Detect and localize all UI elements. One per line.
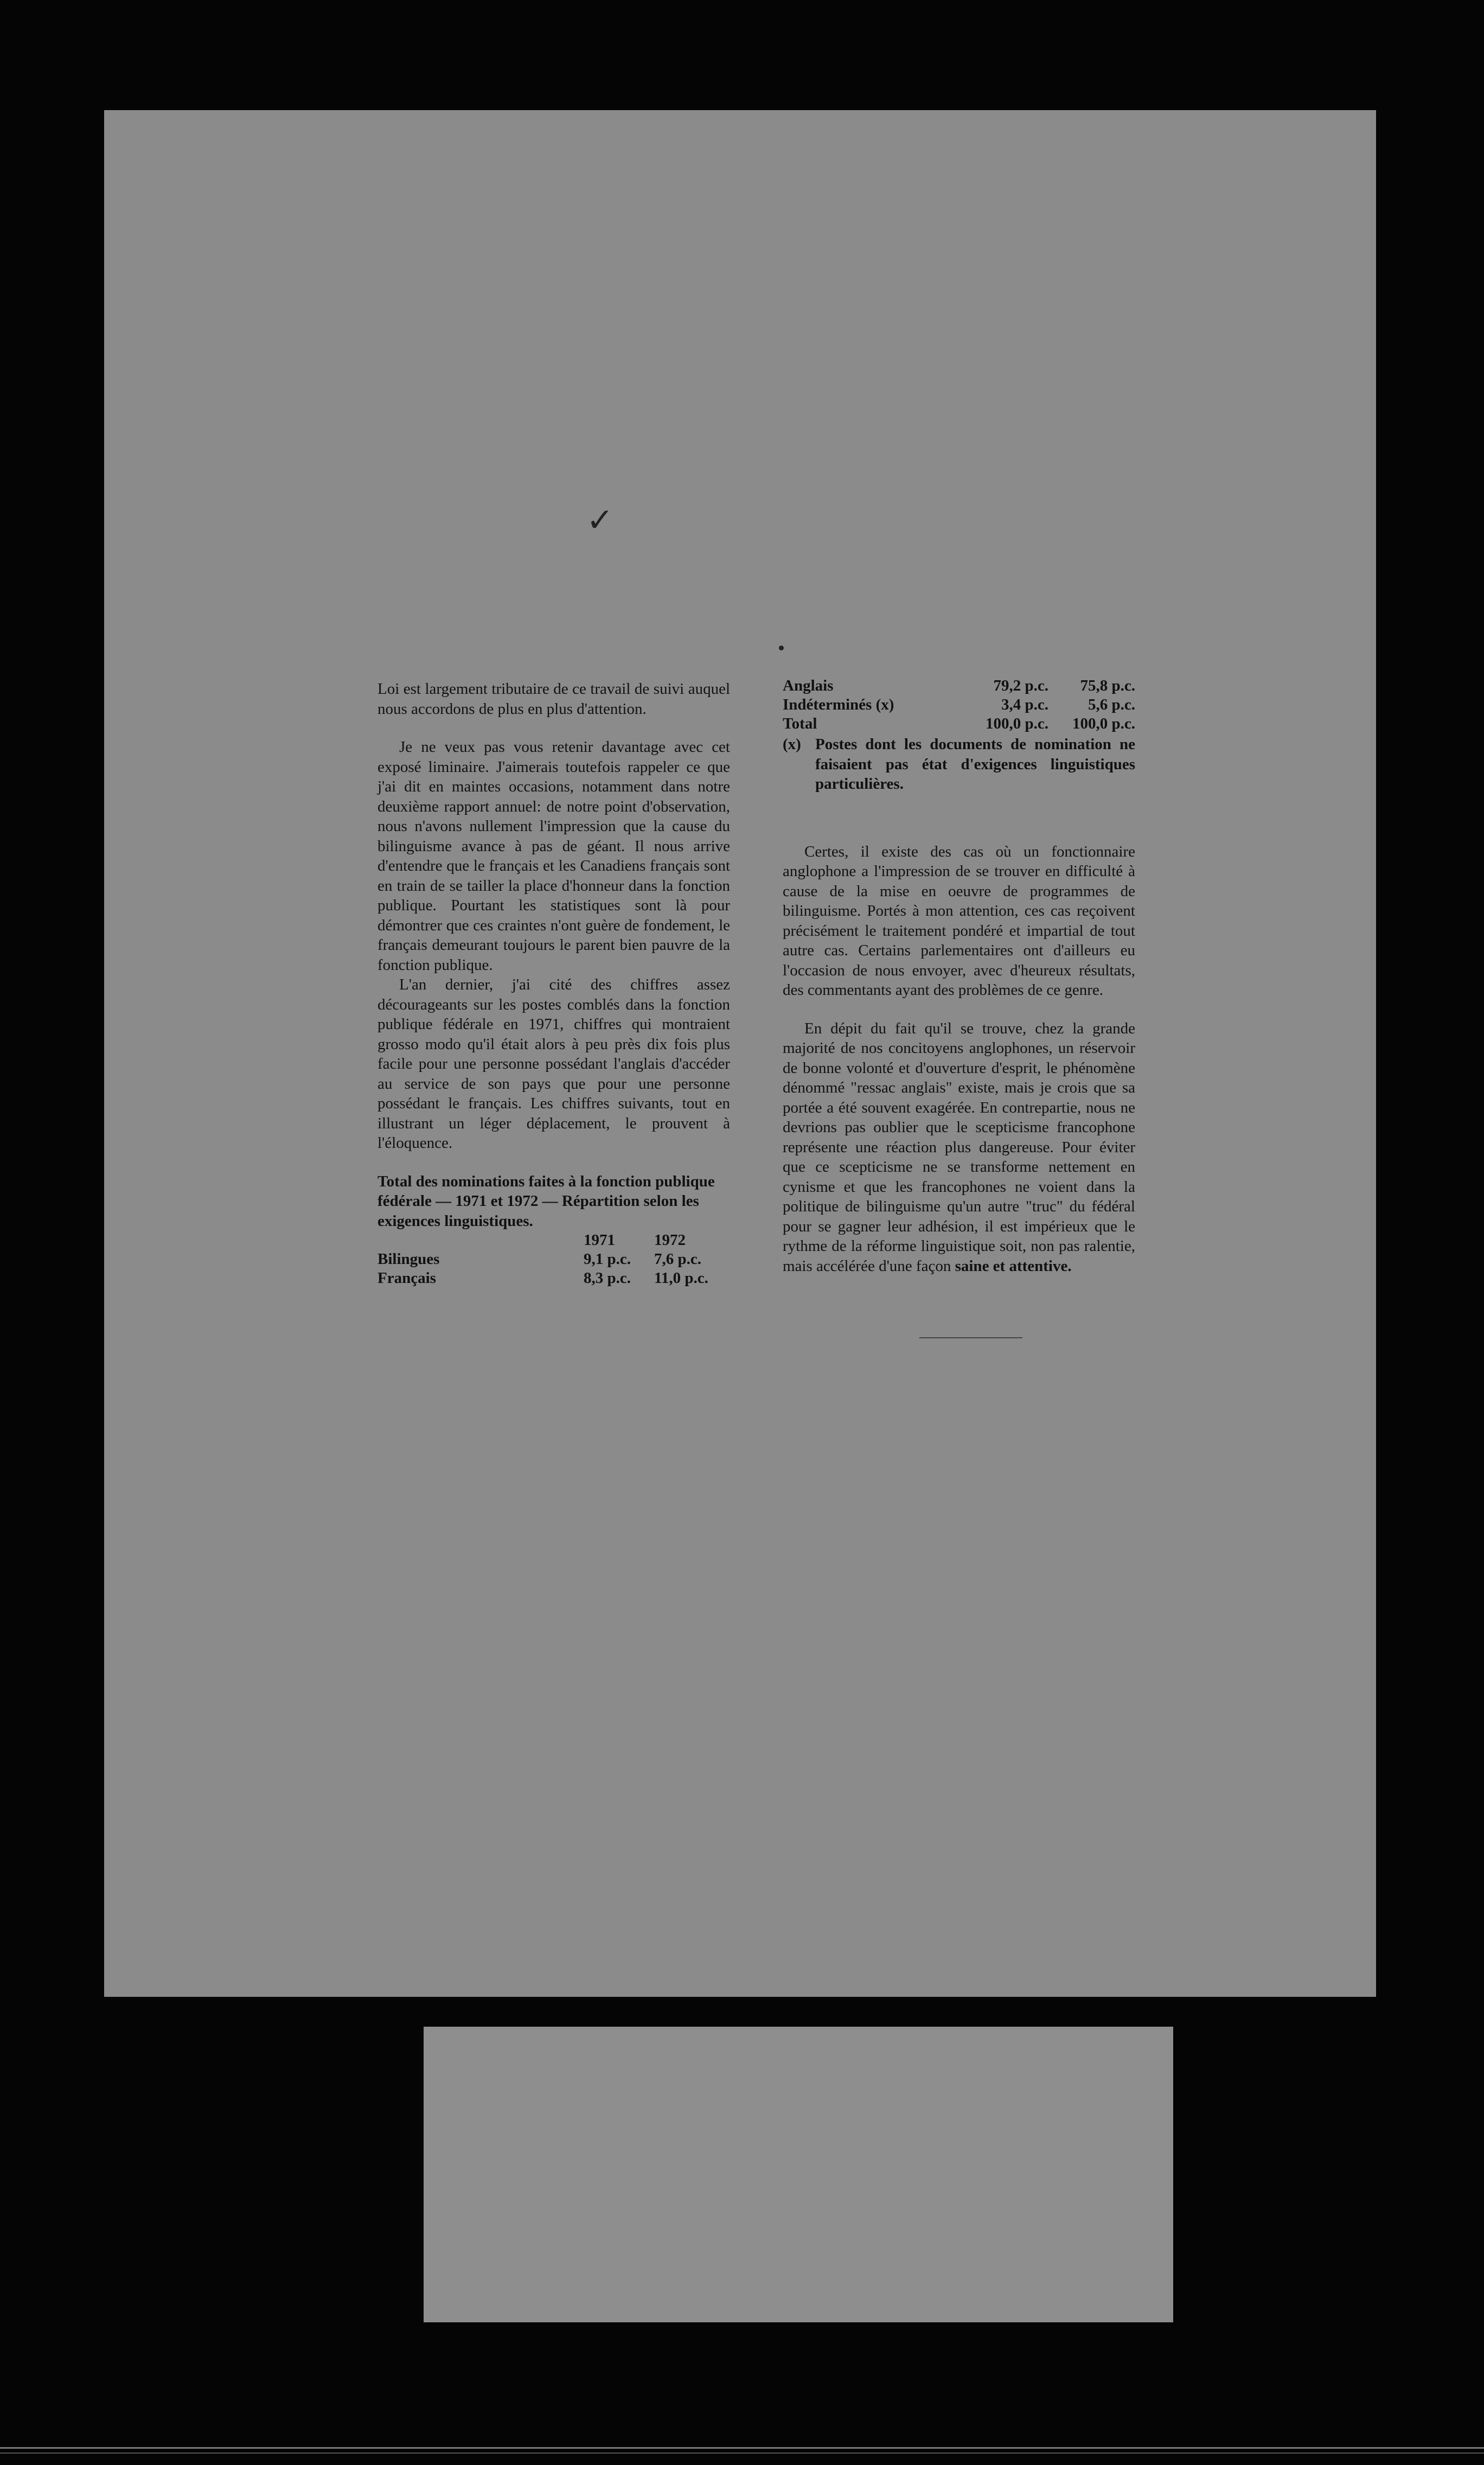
film-edge-line bbox=[0, 2453, 1484, 2454]
footnote-mark: (x) bbox=[783, 736, 801, 753]
cell-1972: 75,8 p.c. bbox=[1080, 677, 1135, 694]
right-column bbox=[783, 676, 1135, 1276]
table-row bbox=[783, 695, 1135, 714]
cell-1972: 11,0 p.c. bbox=[654, 1269, 708, 1287]
cell-1972: 5,6 p.c. bbox=[1088, 696, 1135, 713]
nominations-table-continued bbox=[783, 676, 1135, 733]
row-label: Total bbox=[783, 715, 817, 732]
cell-1971: 3,4 p.c. bbox=[1001, 696, 1048, 713]
ink-dot bbox=[779, 646, 784, 650]
table-row bbox=[783, 676, 1135, 695]
paragraph-text: En dépit du fait qu'il se trouve, chez la grande majorité de nos concitoyens anglophones, un réservoir de bonne volonté et d'ouverture d'esprit, le phénomène dénommé "ressac anglais" existe, mais je crois que sa portée a été souvent exagérée. En contrepartie, nous ne devrions pas oublier que le scepticisme francophone représente une réaction plus dangereuse. Pour éviter que ce scepticisme ne se transforme nettement en cynisme et que les francophones ne voient dans la politique de bilinguisme qu'un autre "truc" du fédéral pour se gagner leur adhésion, il est impérieux que le rythme de la réforme linguistique soit, non pas ralentie, mais accélérée d'une façon bbox=[783, 1019, 1135, 1275]
table-row bbox=[378, 1250, 730, 1269]
cell-1971: 79,2 p.c. bbox=[993, 677, 1048, 694]
row-label: Indéterminés (x) bbox=[783, 696, 894, 713]
closing-rule bbox=[919, 1337, 1022, 1338]
cell-1971: 9,1 p.c. bbox=[584, 1250, 631, 1268]
paragraph: L'an dernier, j'ai cité des chiffres assez décourageants sur les postes comblés dans la fonction publique fédérale en 1971, chiffres qui montraient grosso modo qu'il était alors à peu près dix fois plus facile pour une personne possédant l'anglais d'accéder au service de son pays que pour une personne possédant le français. Les chiffres suivants, tout en illustrant un léger déplacement, le prouvent à l'éloquence. bbox=[378, 976, 730, 1152]
film-edge-line bbox=[0, 2447, 1484, 2449]
table-row bbox=[378, 1269, 730, 1288]
table-row bbox=[783, 714, 1135, 733]
document-page bbox=[104, 110, 1376, 1997]
left-column bbox=[378, 679, 730, 1288]
footnote-text: Postes dont les documents de nomination ne faisaient pas état d'exigences linguistiques particulières. bbox=[815, 736, 1135, 793]
check-mark: ✓ bbox=[586, 502, 614, 538]
table-title: Total des nominations faites à la fonction publique fédérale — 1971 et 1972 — Répartition selon les exigences linguistiques. bbox=[378, 1172, 715, 1230]
year-header: 1971 bbox=[584, 1231, 615, 1249]
row-label: Anglais bbox=[783, 677, 834, 694]
paragraph: Certes, il existe des cas où un fonctionnaire anglophone a l'impression de se trouver en difficulté à cause de la mise en oeuvre de programmes de bilinguisme. Portés à mon attention, ces cas reçoivent précisément le traitement pondéré et impartial de tout autre cas. Certains parlementaires ont d'ailleurs eu l'occasion de nous envoyer, avec d'heureux résultats, des commentants ayant des problèmes de ce genre. bbox=[783, 842, 1135, 999]
cell-1971: 8,3 p.c. bbox=[584, 1269, 631, 1287]
paragraph bbox=[783, 1019, 1135, 1276]
cell-1972: 100,0 p.c. bbox=[1072, 715, 1135, 732]
nominations-table bbox=[378, 1231, 730, 1288]
paragraph: Je ne veux pas vous retenir davantage avec cet exposé liminaire. J'aimerais toutefois rappeler ce que j'ai dit en maintes occasions, notamment dans notre deuxième rapport annuel: de notre point d'observation, nous n'avons nullement l'impression que la cause du bilinguisme avance à pas de géant. Il nous arrive d'entendre que le français et les Canadiens français sont en train de se tailler la place d'honneur dans la fonction publique. Pourtant les statistiques sont là pour démontrer que ces craintes n'ont guère de fondement, le français demeurant toujours le parent bien pauvre de la fonction publique. bbox=[378, 738, 730, 974]
paragraph: Loi est largement tributaire de ce travail de suivi auquel nous accordons de plus en plus d'attention. bbox=[378, 680, 730, 718]
row-label: Bilingues bbox=[378, 1250, 440, 1268]
paragraph-ending: saine et attentive. bbox=[955, 1257, 1072, 1275]
row-label: Français bbox=[378, 1269, 436, 1287]
blank-slip bbox=[424, 2027, 1173, 2322]
table-footnote bbox=[783, 735, 1135, 794]
cell-1971: 100,0 p.c. bbox=[986, 715, 1048, 732]
year-header: 1972 bbox=[654, 1231, 686, 1249]
cell-1972: 7,6 p.c. bbox=[654, 1250, 701, 1268]
